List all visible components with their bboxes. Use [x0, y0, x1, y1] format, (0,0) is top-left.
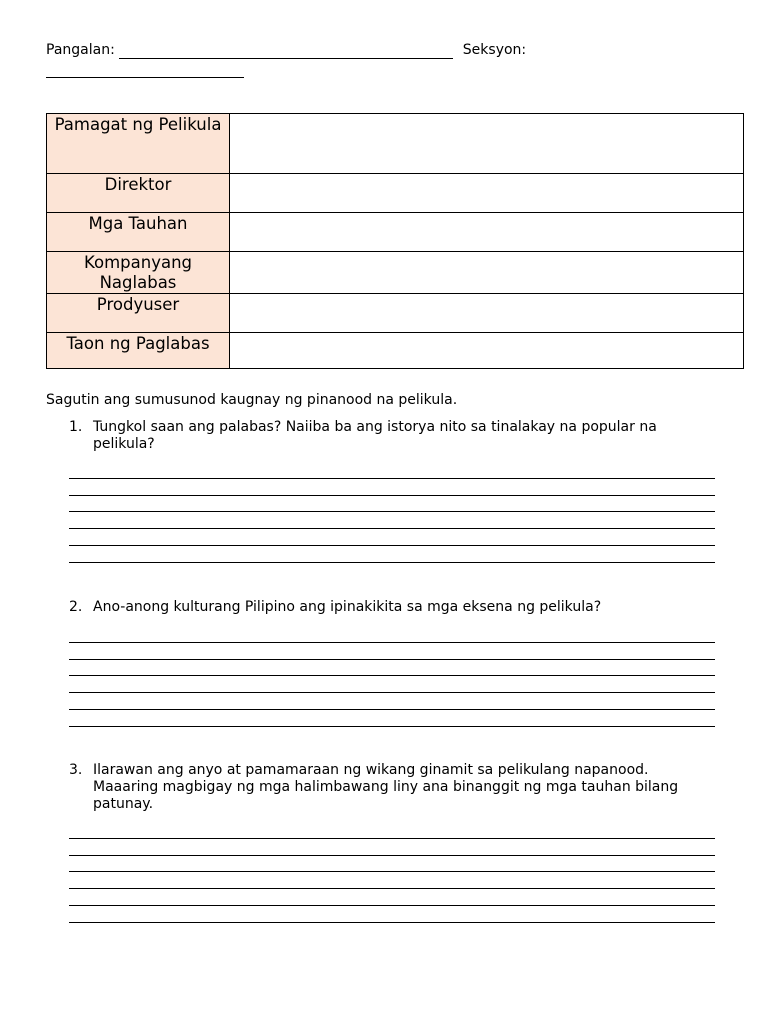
name-label: Pangalan: [46, 42, 115, 58]
title-value[interactable] [230, 114, 744, 174]
question-text: Tungkol saan ang palabas? Naiiba ba ang istorya nito sa tinalakay na popular na pelikula? [93, 419, 657, 452]
question-3 [69, 762, 689, 813]
year-label: Taon ng Paglabas [47, 333, 230, 369]
company-value[interactable] [230, 252, 744, 294]
answer-lines-1[interactable] [69, 462, 715, 563]
producer-value[interactable] [230, 294, 744, 333]
question-number: 1. [69, 419, 83, 435]
student-info-header [46, 42, 736, 78]
year-value[interactable] [230, 333, 744, 369]
director-label: Direktor [47, 174, 230, 213]
section-label: Seksyon: [462, 42, 527, 58]
question-text: Ilarawan ang anyo at pamamaraan ng wikang ginamit sa pelikulang napanood. Maaaring magbigay ng mga halimbawang liny ana binanggit ng mga tauhan bilang patunay. [93, 762, 679, 812]
question-2 [69, 599, 689, 616]
name-blank[interactable] [119, 44, 453, 59]
section-blank[interactable] [46, 63, 244, 78]
characters-label: Mga Tauhan [47, 213, 230, 252]
movie-info-table [46, 113, 744, 369]
question-number: 2. [69, 599, 83, 615]
question-number: 3. [69, 762, 83, 778]
company-label: Kompanyang Naglabas [47, 252, 230, 294]
question-text: Ano-anong kulturang Pilipino ang ipinakikita sa mga eksena ng pelikula? [93, 599, 602, 615]
question-1 [69, 419, 689, 453]
title-label: Pamagat ng Pelikula [47, 114, 230, 174]
table-row [47, 294, 744, 333]
instructions-text: Sagutin ang sumusunod kaugnay ng pinanood na pelikula. [46, 392, 458, 408]
table-row [47, 174, 744, 213]
director-value[interactable] [230, 174, 744, 213]
table-row [47, 213, 744, 252]
table-row [47, 333, 744, 369]
table-row [47, 114, 744, 174]
characters-value[interactable] [230, 213, 744, 252]
producer-label: Prodyuser [47, 294, 230, 333]
answer-lines-2[interactable] [69, 626, 715, 727]
answer-lines-3[interactable] [69, 822, 715, 923]
table-row [47, 252, 744, 294]
